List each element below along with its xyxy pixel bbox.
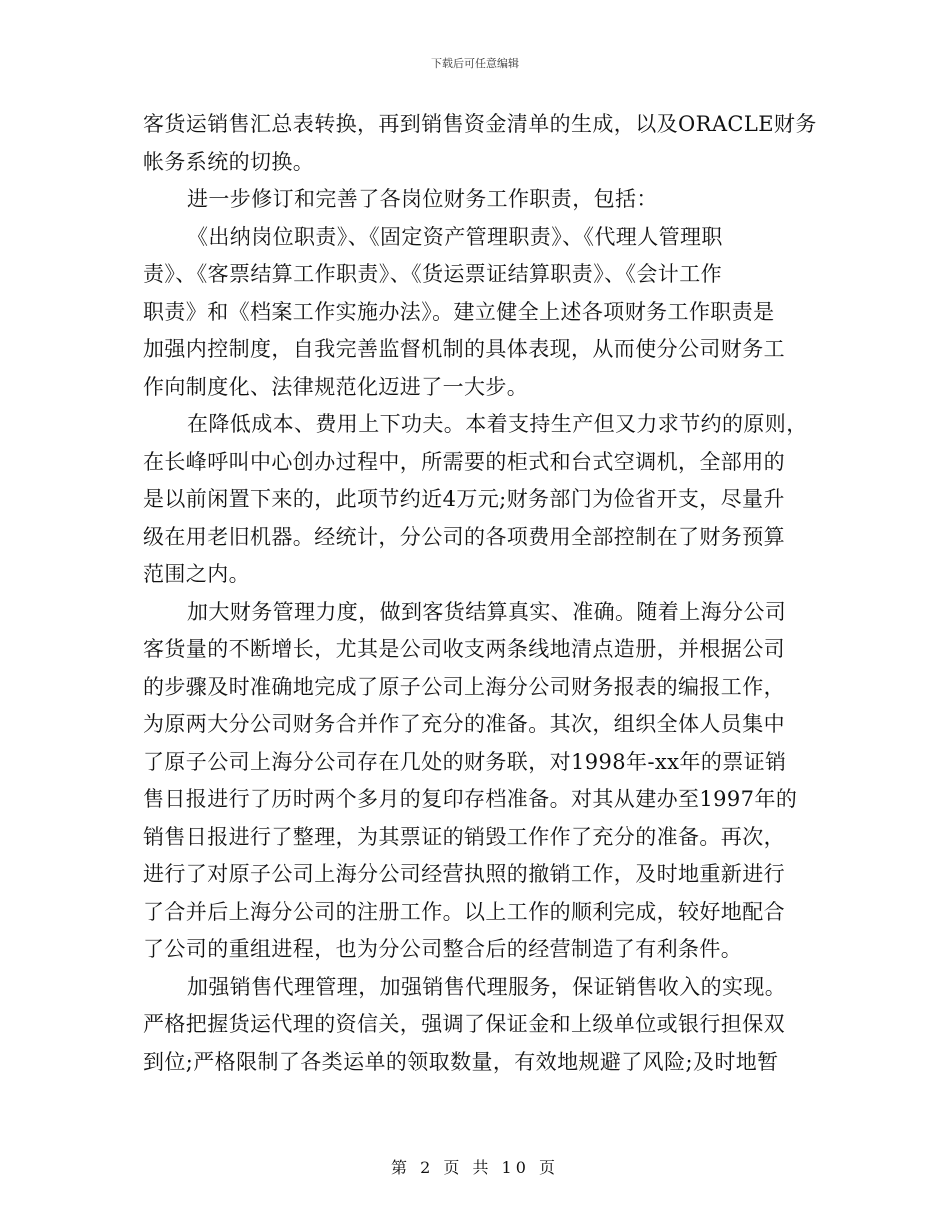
body-line: 客货量的不断增长，尤其是公司收支两条线地清点造册，并根据公司 <box>143 637 785 661</box>
body-line: 帐务系统的切换。 <box>143 149 315 174</box>
body-line: 了原子公司上海分公司存在几处的财务联，对1998年-xx年的票证销 <box>143 749 787 774</box>
body-line: 的步骤及时准确地完成了原子公司上海分公司财务报表的编报工作， <box>143 674 785 699</box>
body-line: 是以前闲置下来的，此项节约近4万元;财务部门为俭省开支，尽量升 <box>143 487 785 511</box>
body-line: 到位;严格限制了各类运单的领取数量，有效地规避了风险;及时地暂 <box>143 1049 779 1074</box>
body-line: 进行了对原子公司上海分公司经营执照的撤销工作，及时地重新进行 <box>143 862 785 886</box>
body-line: 售日报进行了历时两个多月的复印存档准备。对其从建办至1997年的 <box>143 787 798 811</box>
body-line: 为原两大分公司财务合并作了充分的准备。其次，组织全体人员集中 <box>143 712 785 736</box>
body-line: 了合并后上海分公司的注册工作。以上工作的顺利完成，较好地配合 <box>143 899 785 924</box>
body-line: 在降低成本、费用上下功夫。本着支持生产但又力求节约的原则， <box>187 412 808 436</box>
body-line: 责》、《客票结算工作职责》、《货运票证结算职责》、《会计工作 <box>143 262 722 286</box>
body-line: 范围之内。 <box>143 562 250 586</box>
body-line: 加大财务管理力度，做到客货结算真实、准确。随着上海分公司 <box>187 599 787 624</box>
body-line: 销售日报进行了整理，为其票证的销毁工作作了充分的准备。再次， <box>143 824 785 849</box>
document-body <box>143 106 817 1081</box>
body-line: 在长峰呼叫中心创办过程中，所需要的柜式和台式空调机，全部用的 <box>143 449 785 474</box>
body-line: 《出纳岗位职责》、《固定资产管理职责》、《代理人管理职 <box>187 224 723 249</box>
body-line: 客货运销售汇总表转换，再到销售资金清单的生成，以及ORACLE财务 <box>143 112 817 136</box>
body-line: 加强销售代理管理，加强销售代理服务，保证销售收入的实现。 <box>187 974 787 999</box>
page-header-note: 下载后可任意编辑 <box>431 57 519 70</box>
body-line: 职责》和《档案工作实施办法》。建立健全上述各项财务工作职责是 <box>143 299 775 324</box>
body-line: 严格把握货运代理的资信关，强调了保证金和上级单位或银行担保双 <box>143 1012 785 1036</box>
page-number: 第 2 页 共 10 页 <box>391 1158 559 1177</box>
body-line: 了公司的重组进程，也为分公司整合后的经营制造了有利条件。 <box>143 937 743 961</box>
body-line: 进一步修订和完善了各岗位财务工作职责，包括： <box>187 187 658 211</box>
body-line: 作向制度化、法律规范化迈进了一大步。 <box>143 374 529 399</box>
body-line: 加强内控制度，自我完善监督机制的具体表现，从而使分公司财务工 <box>143 337 785 361</box>
body-line: 级在用老旧机器。经统计，分公司的各项费用全部控制在了财务预算 <box>143 524 785 549</box>
